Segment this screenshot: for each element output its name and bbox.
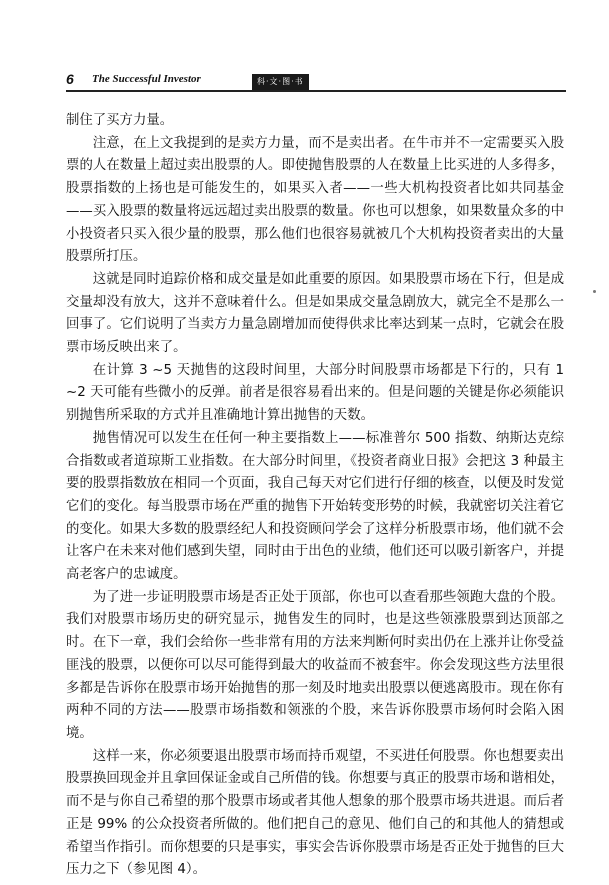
- running-header: [66, 72, 566, 90]
- paragraph: 这就是同时追踪价格和成交量是如此重要的原因。如果股票市场在下行，但是成交量却没有放大，这并不意味着什么。但是如果成交量急剧放大，就完全不是那么一回事了。它们说明了当卖方力量急剧增加而使得供求比率达到某一点时，它就会在股票市场反映出来了。: [66, 271, 564, 356]
- body-text: [66, 110, 564, 882]
- paragraph: 这样一来，你必须要退出股票市场而持币观望，不买进任何股票。你也想要卖出股票换回现金并且拿回保证金或自己所借的钱。你想要与真正的股票市场和谐相处，而不是与你自己希望的那个股票市场或者其他人想象的那个股票市场共进退。而后者正是 99% 的公众投资者所做的。他们把自己的意见、他们自己的和其他人的猜想或希望当作指引。而你想要的只是事实，事实会告诉你股票市场是否正处于抛售的巨大压力之下（参见图 4）。: [66, 748, 564, 878]
- binding-dot: [593, 290, 596, 293]
- publisher-badge: 科·文·图·书: [252, 74, 309, 90]
- paragraph: 为了进一步证明股票市场是否正处于顶部，你也可以查看那些领跑大盘的个股。我们对股票市场历史的研究显示，抛售发生的同时，也是这些领涨股票到达顶部之时。在下一章，我们会给你一些非常有用的方法来判断何时卖出仍在上涨并让你受益匪浅的股票，以便你可以尽可能得到最大的收益而不被套牢。你会发现这些方法里很多都是告诉你在股票市场开始抛售的那一刻及时地卖出股票以便逃离股市。现在你有两种不同的方法——股票市场指数和领涨的个股，来告诉你股票市场何时会陷入困境。: [66, 589, 564, 741]
- paragraph: 抛售情况可以发生在任何一种主要指数上——标准普尔 500 指数、纳斯达克综合指数或者道琼斯工业指数。在大部分时间里，《投资者商业日报》会把这 3 种最主要的股票指数放在相同一个页面，我自己每天对它们进行仔细的核查，以便及时发觉它们的变化。每当股票市场在严重的抛售下开始转变形势的时候，我就密切关注着它的变化。如果大多数的股票经纪人和投资顾问学会了这样分析股票市场，他们就不会让客户在未来对他们感到失望，同时由于出色的业绩，他们还可以吸引新客户，并提高老客户的忠诚度。: [66, 430, 564, 583]
- book-title: The Successful Investor: [92, 73, 201, 85]
- paragraph: 在计算 3 ~5 天抛售的这段时间里，大部分时间股票市场都是下行的，只有 1 ~2 天可能有些微小的反弹。前者是很容易看出来的。但是问题的关键是你必须能识别抛售所采取的方式并且准确地计算出抛售的天数。: [66, 362, 564, 424]
- header-rule: [66, 90, 566, 92]
- page-number: 6: [66, 71, 74, 87]
- paragraph: 注意，在上文我提到的是卖方力量，而不是卖出者。在牛市并不一定需要买入股票的人在数量上超过卖出股票的人。即使抛售股票的人在数量上比买进的人多得多，股票指数的上扬也是可能发生的，如果买入者——一些大机构投资者比如共同基金——买入股票的数量将远远超过卖出股票的数量。你也可以想象，如果数量众多的中小投资者只买入很少量的股票，那么他们也很容易就被几个大机构投资者卖出的大量股票所打压。: [66, 135, 564, 265]
- paragraph-continuation: 制住了买方力量。: [66, 113, 174, 128]
